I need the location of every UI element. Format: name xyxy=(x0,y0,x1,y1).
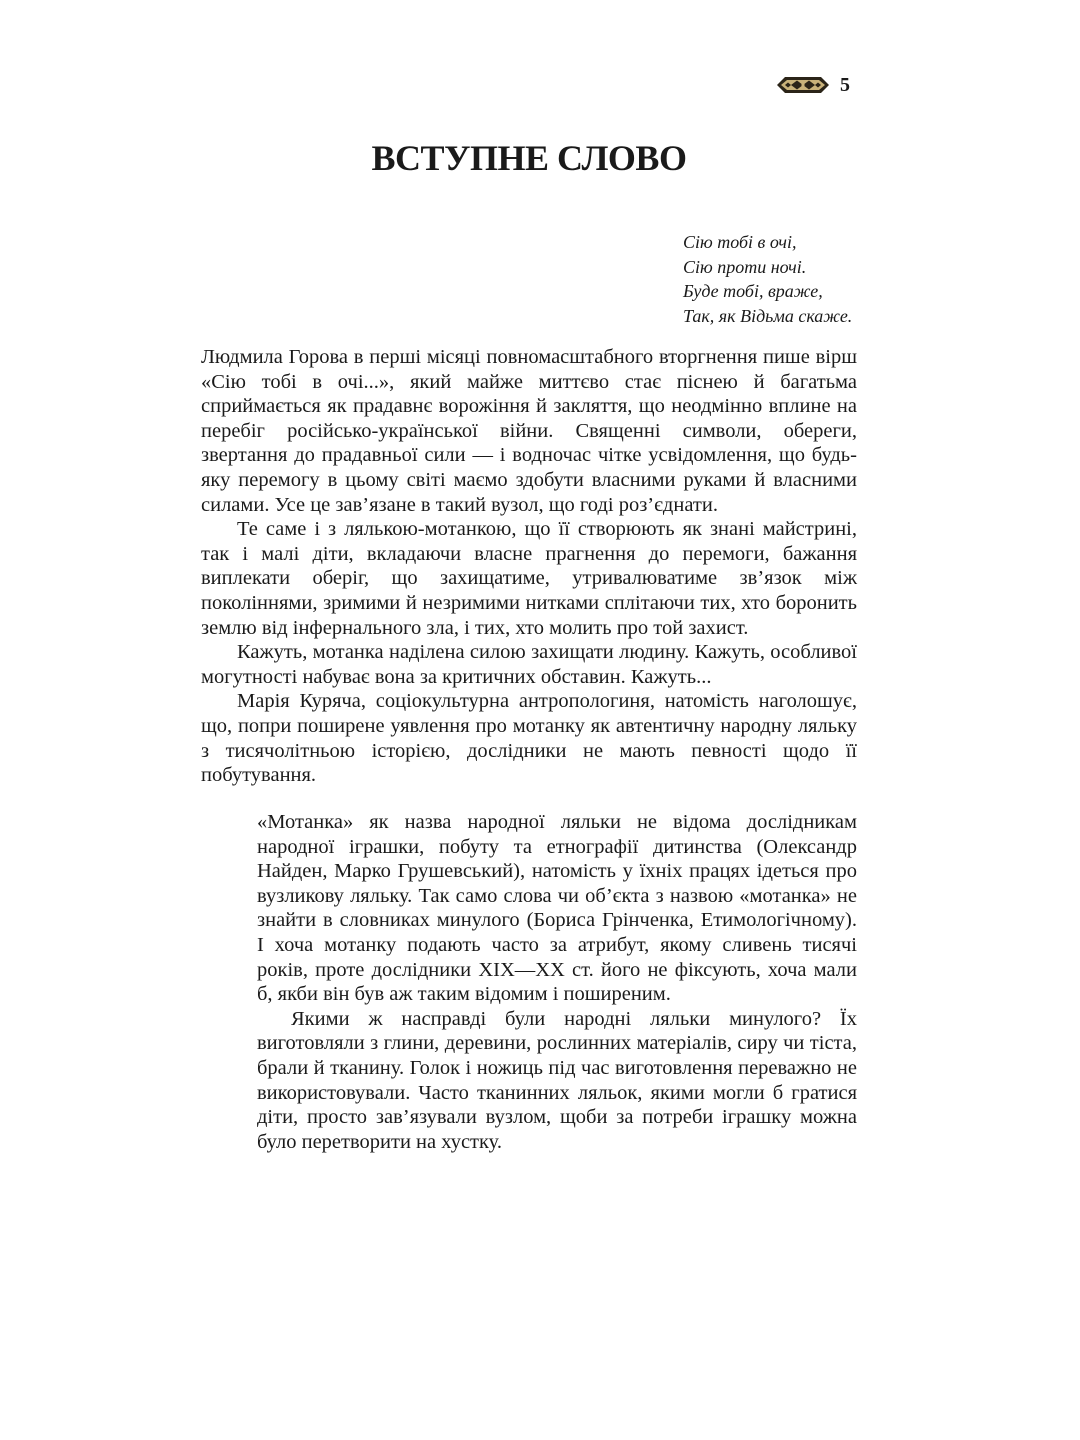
quote-paragraph: «Мотанка» як назва народної ляльки не відома дослідникам народної іграшки, побуту та етнографії дитинства (Олександр Найден, Марко Грушевський), натомість у їхніх працях ідеться про вузликову ляльку. Так само слова чи об’єкта з назвою «мотанка» не знайти в словниках минулого (Бориса Грінченка, Етимологічному). І хоча мотанку подають часто за атрибут, якому сливень тисячі років, проте дослідники XIX—XX ст. його не фіксують, хоча мали б, якби він був аж таким відомим і поширеним. xyxy=(257,811,857,1006)
epigraph-line: Буде тобі, враже, xyxy=(683,281,823,301)
block-quote xyxy=(257,810,857,1154)
epigraph-line: Сію тобі в очі, xyxy=(683,232,797,252)
chapter-title: ВСТУПНЕ СЛОВО xyxy=(371,138,687,178)
epigraph-line: Сію проти ночі. xyxy=(683,256,807,277)
body-paragraph: Людмила Горова в перші місяці повномасштабного вторгнення пише вірш «Сію тобі в очі...», який майже миттєво стає піснею й багатьма сприймається як прадавнє ворожіння й закляття, що неодмінно вплине на перебіг російсько-української війни. Священні символи, обереги, звертання до прадавньої сили — і водночас чітке усвідомлення, що будь-яку перемогу в цьому світі маємо здобути власними руками й власними силами. Усе це зав’язане в такий вузол, що годі роз’єднати. xyxy=(201,346,857,516)
epigraph xyxy=(683,230,883,328)
body-paragraph: Марія Куряча, соціокультурна антропологиня, натомість наголошує, що, попри поширене уявлення про мотанку як автентичну народну ляльку з тисячолітньою історією, дослідники не мають певності щодо її побутування. xyxy=(201,690,857,787)
epigraph-line: Так, як Відьма скаже. xyxy=(683,305,853,326)
body-paragraph: Те саме і з лялькою-мотанкою, що її створюють як знані майстрині, так і малі діти, вкладаючи власне прагнення до перемоги, бажання виплекати оберіг, що захищатиме, утривалюватиме зв’язок між поколіннями, зримими й незримими нитками сплітаючи тих, хто боронить землю від інфернального зла, і тих, хто молить про той захист. xyxy=(201,518,857,639)
page-number: 5 xyxy=(840,74,850,96)
folk-ornament-icon xyxy=(776,74,830,96)
quote-paragraph: Якими ж насправді були народні ляльки минулого? Їх виготовляли з глини, деревини, рослинних матеріалів, сиру чи тіста, брали й тканину. Голок і ножиць під час виготовлення переважно не використовували. Часто тканинних ляльок, якими могли б гратися діти, просто зав’язували вузлом, щоби за потреби іграшку можна було перетворити на хустку. xyxy=(257,1007,857,1153)
body-text xyxy=(201,345,857,788)
body-paragraph: Кажуть, мотанка наділена силою захищати людину. Кажуть, особливої могутності набуває вона за критичних обставин. Кажуть... xyxy=(201,641,857,688)
page-header xyxy=(776,72,866,98)
